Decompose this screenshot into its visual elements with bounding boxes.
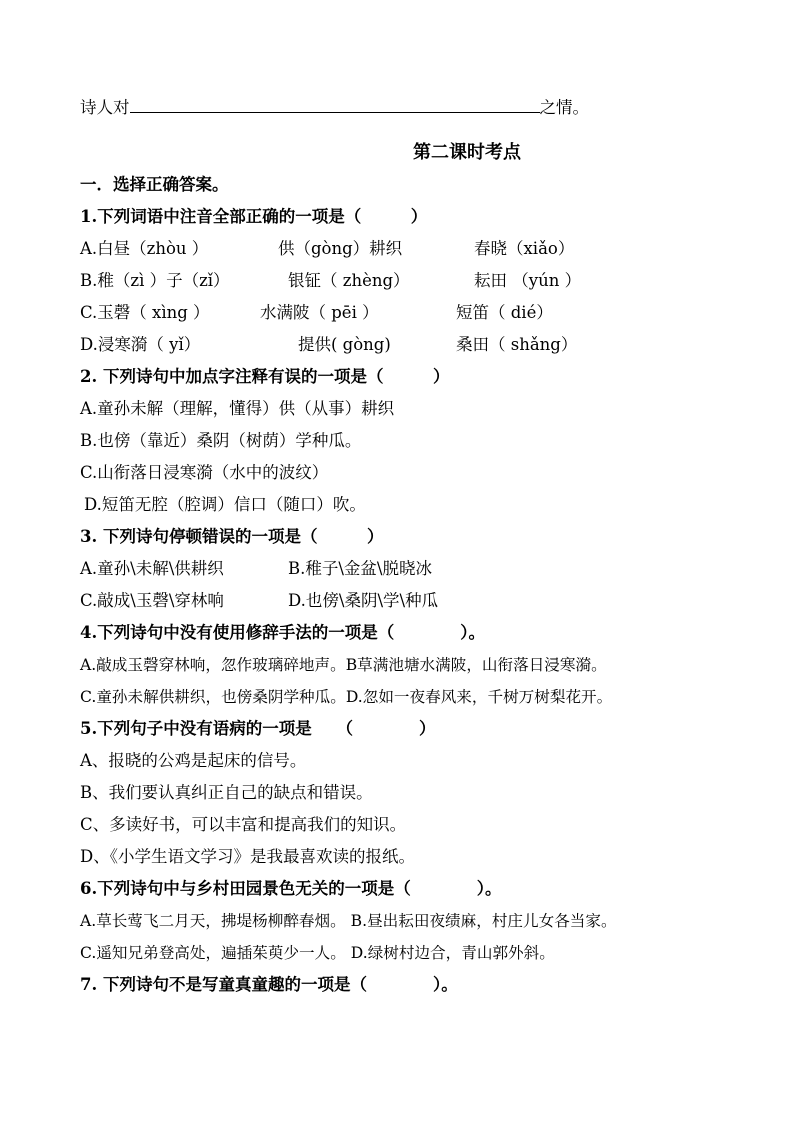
- option-item: A、报晓的公鸡是起床的信号。: [80, 751, 307, 770]
- question-stem: 5.下列句子中没有语病的一项是 （ ）: [80, 719, 436, 738]
- option-item: 短笛（ dié）: [456, 303, 553, 322]
- option-item: A.童孙\未解\供耕织: [80, 559, 224, 578]
- question-stem: 7. 下列诗句不是写童真童趣的一项是（ ）。: [80, 975, 458, 994]
- option-item: A.草长莺飞二月天，拂堤杨柳醉春烟。 B.昼出耘田夜绩麻，村庄儿女各当家。: [80, 912, 617, 930]
- section-title: 第二课时考点: [413, 142, 521, 163]
- option-item: B.也傍（靠近）桑阴（树荫）学种瓜。: [80, 431, 362, 450]
- question-stem: 6.下列诗句中与乡村田园景色无关的一项是（ ）。: [80, 879, 502, 898]
- option-item: A.童孙未解（理解，懂得）供（从事）耕织: [80, 399, 395, 418]
- option-item: D、《小学生语文学习》是我最喜欢读的报纸。: [80, 847, 415, 866]
- intro-suffix: 之情。: [539, 98, 589, 117]
- option-item: C、多读好书，可以丰富和提高我们的知识。: [80, 815, 407, 834]
- answer-blank[interactable]: [130, 98, 540, 113]
- option-item: B、我们要认真纠正自己的缺点和错误。: [80, 783, 373, 802]
- intro-fill-line: [80, 97, 589, 119]
- option-item: 水满陂（ pēi ）: [260, 303, 379, 322]
- question-stem: 4.下列诗句中没有使用修辞手法的一项是（ ）。: [80, 623, 485, 642]
- intro-prefix: 诗人对: [80, 98, 130, 117]
- option-item: 银钲（ zhèng）: [288, 271, 410, 290]
- option-item: B.稚（zì ）子（zǐ）: [80, 271, 230, 290]
- option-item: D.短笛无腔（腔调）信口（随口）吹。: [84, 495, 366, 514]
- part-one-heading: 一．选择正确答案。: [80, 175, 229, 194]
- option-item: 桑田（ shǎng）: [456, 335, 578, 354]
- question-stem: 2. 下列诗句中加点字注释有误的一项是（ ）: [80, 367, 450, 386]
- option-item: 耘田 （yún ）: [474, 271, 582, 290]
- option-item: C.山衔落日浸寒漪（水中的波纹）: [80, 463, 329, 482]
- question-stem: 1.下列词语中注音全部正确的一项是（ ）: [80, 207, 428, 226]
- option-item: A.敲成玉磬穿林响，忽作玻璃碎地声。B草满池塘水满陂，山衔落日浸寒漪。: [80, 656, 607, 674]
- option-item: B.稚子\金盆\脱晓冰: [288, 559, 432, 578]
- option-item: 春晓（xiǎo）: [474, 239, 575, 258]
- option-item: D.浸寒漪（ yǐ）: [80, 335, 201, 354]
- question-stem: 3. 下列诗句停顿错误的一项是（ ）: [80, 527, 384, 546]
- option-item: D.也傍\桑阴\学\种瓜: [288, 591, 439, 610]
- option-item: C.玉磬（ xìng ）: [80, 303, 210, 322]
- option-item: 供（gòng）耕织: [278, 239, 403, 258]
- option-item: C.敲成\玉磬\穿林响: [80, 591, 224, 610]
- option-item: 提供( gòng): [298, 335, 391, 354]
- option-item: A.白昼（zhòu ）: [80, 239, 209, 258]
- option-item: C.童孙未解供耕织，也傍桑阴学种瓜。D.忽如一夜春风来，千树万树梨花开。: [80, 688, 613, 706]
- option-item: C.遥知兄弟登高处，遍插茱萸少一人。 D.绿树村边合，青山郭外斜。: [80, 944, 555, 962]
